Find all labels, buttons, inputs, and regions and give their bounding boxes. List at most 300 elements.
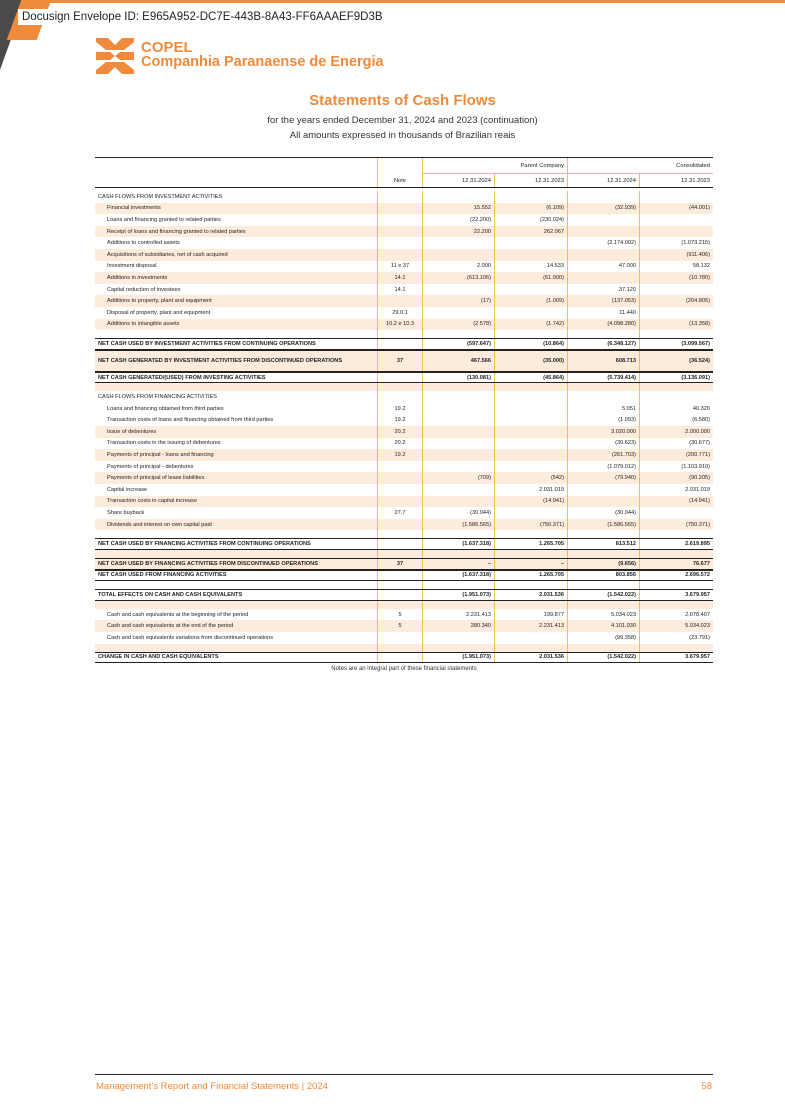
parent-2024 (423, 644, 495, 652)
row-label (95, 644, 378, 652)
table-row (95, 415, 713, 427)
row-label (95, 581, 378, 589)
parent-2024: (709) (423, 472, 495, 484)
table-row (95, 538, 713, 550)
table-body (95, 188, 713, 663)
consolidated-2023: 2.031.019 (685, 486, 710, 493)
consolidated-2023 (640, 391, 713, 403)
parent-2023 (495, 391, 568, 403)
subtitle-period: for the years ended December 31, 2024 and 2023 (continuation) (267, 115, 538, 126)
parent-2024 (423, 484, 495, 496)
row-note (378, 339, 423, 349)
table-row (95, 284, 713, 296)
parent-2024: (30.044) (423, 507, 495, 519)
parent-2023 (495, 284, 568, 296)
row-note: 20.2 (378, 438, 423, 450)
header-consolidated: Consolidated (568, 158, 713, 174)
consolidated-2024: 47.000 (568, 261, 640, 273)
parent-2024: (22.200) (423, 214, 495, 226)
row-label: Capital increase (95, 484, 378, 496)
consolidated-2024: 3.020.000 (568, 426, 640, 438)
parent-2024: (613.106) (423, 272, 495, 284)
consolidated-2024: (1.093) (568, 415, 640, 427)
consolidated-2024: (32.939) (568, 203, 640, 215)
consolidated-2024 (568, 484, 640, 496)
table-row (95, 338, 713, 350)
row-label (95, 550, 378, 558)
page-number: 58 (701, 1081, 712, 1092)
table-row (95, 237, 713, 249)
parent-2023: – (495, 559, 568, 569)
consolidated-2024: 813.512 (568, 539, 640, 549)
table-row (95, 652, 713, 664)
consolidated-2023: (3.099.567) (681, 340, 710, 347)
consolidated-2023 (640, 191, 713, 203)
consolidated-2024 (568, 601, 640, 609)
table-row (95, 295, 713, 307)
consolidated-2024: 4.101.030 (568, 620, 640, 632)
row-label: Dividends and interest on own capital paid (95, 519, 378, 531)
parent-2024 (423, 403, 495, 415)
parent-2023: 262.067 (495, 226, 568, 238)
row-label: TOTAL EFFECTS ON CASH AND CASH EQUIVALENTS (95, 590, 378, 600)
row-label: CASH FLOWS FROM FINANCING ACTIVITIES (95, 391, 378, 403)
spacer-row (95, 644, 713, 652)
consolidated-2023: (6.580) (692, 417, 710, 424)
row-note (378, 373, 423, 383)
row-note: 37 (378, 351, 423, 371)
parent-2023: (10.864) (495, 339, 568, 349)
header-col: 12.31.2024 (568, 174, 640, 187)
row-note: 5 (378, 609, 423, 621)
parent-2023 (495, 581, 568, 589)
cash-flow-table (95, 157, 713, 663)
parent-2023 (495, 461, 568, 473)
consolidated-2024 (568, 644, 640, 652)
row-note: 20.2 (378, 426, 423, 438)
parent-2023: 199.877 (495, 609, 568, 621)
parent-2023: 2.031.536 (495, 590, 568, 600)
parent-2023 (495, 601, 568, 609)
row-label: Acquisitions of subsidiaries, net of cash acquired (95, 249, 378, 261)
parent-2024 (423, 461, 495, 473)
consolidated-2023 (640, 383, 713, 391)
table-row (95, 449, 713, 461)
consolidated-2024: (1.542.022) (568, 653, 640, 663)
row-label: Additions to property, plant and equipment (95, 295, 378, 307)
consolidated-2024: 11.440 (568, 307, 640, 319)
row-note: 27.7 (378, 507, 423, 519)
consolidated-2024 (568, 496, 640, 508)
subtitle-units: All amounts expressed in thousands of Brazilian reais (289, 130, 516, 141)
consolidated-2023: 76.677 (692, 560, 710, 567)
row-note: 14.1 (378, 284, 423, 296)
consolidated-2024 (568, 383, 640, 391)
parent-2023 (495, 550, 568, 558)
parent-2024: 2.231.413 (423, 609, 495, 621)
row-label: Transaction costs in capital increase (95, 496, 378, 508)
consolidated-2024: (5.739.414) (568, 373, 640, 383)
consolidated-2023: (10.780) (689, 274, 710, 281)
row-label: Financial investments (95, 203, 378, 215)
brand-full: Companhia Paranaense de Energia (141, 54, 384, 70)
consolidated-2023: (30.677) (689, 440, 710, 447)
row-note (378, 644, 423, 652)
top-accent-bar (0, 0, 785, 3)
row-note (378, 590, 423, 600)
parent-2024: (1.637.318) (423, 571, 495, 581)
consolidated-2023: (3.136.091) (681, 374, 710, 381)
row-note: 14.1 (378, 272, 423, 284)
consolidated-2023 (640, 550, 713, 558)
spacer-row (95, 550, 713, 558)
parent-2023: (1.009) (495, 295, 568, 307)
row-label: Additions in investments (95, 272, 378, 284)
consolidated-2024: (2.174.002) (568, 237, 640, 249)
consolidated-2024: (30.044) (568, 507, 640, 519)
parent-2024: (17) (423, 295, 495, 307)
consolidated-2023: (44.001) (689, 205, 710, 212)
row-label: Cash and cash equivalents at the beginning of the period (95, 609, 378, 621)
consolidated-2024 (568, 530, 640, 538)
consolidated-2023 (640, 307, 713, 319)
parent-2023 (495, 438, 568, 450)
row-label: Transaction costs in the issuing of debentures (95, 438, 378, 450)
table-row (95, 214, 713, 226)
header-col: 12.31.2024 (423, 174, 495, 187)
parent-2024 (423, 426, 495, 438)
row-note: 37 (378, 559, 423, 569)
parent-2024: (597.647) (423, 339, 495, 349)
consolidated-2023 (640, 214, 713, 226)
row-note (378, 601, 423, 609)
section-header-row (95, 191, 713, 203)
row-note: 11 e 37 (378, 261, 423, 273)
consolidated-2023: (14.941) (689, 498, 710, 505)
row-label: NET CASH USED BY INVESTMENT ACTIVITIES FROM CONTINUING OPERATIONS (95, 339, 378, 349)
parent-2023 (495, 449, 568, 461)
parent-2024 (423, 449, 495, 461)
consolidated-2024: 37.120 (568, 284, 640, 296)
row-note (378, 539, 423, 549)
consolidated-2023: (204.805) (686, 298, 710, 305)
row-note (378, 295, 423, 307)
table-row (95, 484, 713, 496)
table-row (95, 426, 713, 438)
footer-report-title: Management's Report and Financial Statements | 2024 (96, 1081, 328, 1092)
consolidated-2024 (568, 214, 640, 226)
parent-2023 (495, 403, 568, 415)
consolidated-2024: 608.713 (568, 351, 640, 371)
row-note (378, 484, 423, 496)
row-label (95, 383, 378, 391)
row-note: 19.2 (378, 403, 423, 415)
consolidated-2024: 5.051 (568, 403, 640, 415)
row-label: Capital reduction of investees (95, 284, 378, 296)
consolidated-2024: (9.656) (568, 559, 640, 569)
parent-2023: (14.941) (495, 496, 568, 508)
parent-2023 (495, 644, 568, 652)
parent-2024 (423, 530, 495, 538)
row-label: Cash and cash equivalents at the end of the period (95, 620, 378, 632)
consolidated-2023 (640, 226, 713, 238)
parent-2024 (423, 415, 495, 427)
row-label: Payments of principal - debentures (95, 461, 378, 473)
row-note (378, 571, 423, 581)
parent-2023 (495, 307, 568, 319)
row-label: Issue of debentures (95, 426, 378, 438)
table-row (95, 472, 713, 484)
consolidated-2023 (640, 284, 713, 296)
consolidated-2023: 58.132 (692, 263, 710, 270)
parent-2024: 467.566 (423, 351, 495, 371)
parent-2024 (423, 237, 495, 249)
parent-2024: (1.951.073) (423, 590, 495, 600)
parent-2023: 2.231.413 (495, 620, 568, 632)
row-note (378, 249, 423, 261)
consolidated-2023: (750.371) (686, 521, 710, 528)
row-label: CASH FLOWS FROM INVESTMENT ACTIVITIES (95, 191, 378, 203)
consolidated-2024: 5.034.023 (568, 609, 640, 621)
row-label: Additions to intangible assets (95, 319, 378, 331)
row-note: 29.0.1 (378, 307, 423, 319)
parent-2023 (495, 191, 568, 203)
parent-2023: 1.265.705 (495, 571, 568, 581)
parent-2024: (2.578) (423, 319, 495, 331)
consolidated-2023: 5.034.023 (685, 623, 710, 630)
consolidated-2023: 2.696.572 (685, 572, 710, 579)
parent-2024: (130.081) (423, 373, 495, 383)
row-label: Transaction costs of loans and financing obtained from third parties (95, 415, 378, 427)
consolidated-2024: (4.098.280) (568, 319, 640, 331)
row-note (378, 496, 423, 508)
row-note (378, 203, 423, 215)
table-row (95, 319, 713, 331)
parent-2023: (6.109) (495, 203, 568, 215)
row-label: Receipt of loans and financing granted to related parties (95, 226, 378, 238)
row-note (378, 191, 423, 203)
parent-2024 (423, 581, 495, 589)
parent-2024 (423, 601, 495, 609)
parent-2023: (45.864) (495, 373, 568, 383)
table-row (95, 403, 713, 415)
spacer-row (95, 581, 713, 589)
row-label: Loans and financing granted to related parties (95, 214, 378, 226)
table-row (95, 226, 713, 238)
row-label: NET CASH GENERATED BY INVESTMENT ACTIVITIES FROM DISCONTINUED OPERATIONS (95, 351, 378, 371)
table-row (95, 570, 713, 582)
row-note (378, 226, 423, 238)
parent-2023: (750.371) (495, 519, 568, 531)
consolidated-2023: (1.103.910) (681, 463, 710, 470)
row-label: NET CASH GENERATED/(USED) FROM INVESTING ACTIVITIES (95, 373, 378, 383)
table-row (95, 519, 713, 531)
consolidated-2023 (640, 530, 713, 538)
parent-2024: 280.340 (423, 620, 495, 632)
consolidated-2023: (36.524) (689, 357, 710, 364)
row-note (378, 632, 423, 644)
table-row (95, 350, 713, 372)
header-col: 12.31.2023 (495, 174, 568, 187)
consolidated-2023: 40.320 (692, 405, 710, 412)
row-note (378, 214, 423, 226)
row-note (378, 330, 423, 338)
consolidated-2024: (1.586.565) (568, 519, 640, 531)
consolidated-2024: (1.542.022) (568, 590, 640, 600)
brand-name (141, 40, 384, 70)
parent-2023: 1.265.705 (495, 539, 568, 549)
parent-2023 (495, 530, 568, 538)
table-header-columns (95, 174, 713, 188)
row-note (378, 653, 423, 663)
parent-2024: (1.637.318) (423, 539, 495, 549)
row-label: Additions to controlled assets (95, 237, 378, 249)
consolidated-2023: 3.679.957 (685, 592, 710, 599)
consolidated-2023: (911.406) (686, 251, 710, 258)
parent-2023: 14.533 (495, 261, 568, 273)
row-label: NET CASH USED FROM FINANCING ACTIVITIES (95, 571, 378, 581)
parent-2023 (495, 426, 568, 438)
docusign-envelope-id: Docusign Envelope ID: E965A952-DC7E-443B-8A43-FF6AAAEF9D3B (18, 9, 387, 25)
parent-2023 (495, 415, 568, 427)
parent-2023: (542) (495, 472, 568, 484)
row-note (378, 472, 423, 484)
consolidated-2023: (13.358) (689, 321, 710, 328)
parent-2024 (423, 438, 495, 450)
consolidated-2023: (200.771) (686, 452, 710, 459)
consolidated-2023: (23.791) (689, 634, 710, 641)
row-label: Investment disposal (95, 261, 378, 273)
parent-2024 (423, 307, 495, 319)
parent-2023: (230.024) (495, 214, 568, 226)
copel-logo-icon (96, 38, 134, 74)
row-note: 19.2 (378, 415, 423, 427)
parent-2024 (423, 550, 495, 558)
parent-2024 (423, 284, 495, 296)
row-label: Cash and cash equivalents variations from discontinued operations (95, 632, 378, 644)
parent-2023: 2.031.019 (495, 484, 568, 496)
parent-2024 (423, 383, 495, 391)
row-note: 19.2 (378, 449, 423, 461)
row-note (378, 519, 423, 531)
consolidated-2023: (1.073.215) (681, 240, 710, 247)
row-label (95, 601, 378, 609)
consolidated-2023: 3.679.957 (685, 654, 710, 661)
table-header-groups (95, 158, 713, 174)
parent-2024 (423, 249, 495, 261)
parent-2024: (1.951.073) (423, 653, 495, 663)
spacer-row (95, 601, 713, 609)
parent-2023 (495, 507, 568, 519)
consolidated-2024 (568, 226, 640, 238)
header-col: 12.31.2023 (680, 177, 710, 184)
consolidated-2023: 2.000.000 (685, 428, 710, 435)
row-note (378, 581, 423, 589)
row-label: Share buyback (95, 507, 378, 519)
parent-2023 (495, 249, 568, 261)
row-label: NET CASH USED BY FINANCING ACTIVITIES FROM DISCONTINUED OPERATIONS (95, 559, 378, 569)
parent-2023 (495, 632, 568, 644)
table-row (95, 272, 713, 284)
parent-2024: 2.000 (423, 261, 495, 273)
row-label: Disposal of property, plant and equipment (95, 307, 378, 319)
spacer-row (95, 383, 713, 391)
consolidated-2024: (137.053) (568, 295, 640, 307)
row-label: CHANGE IN CASH AND CASH EQUIVALENTS (95, 653, 378, 663)
consolidated-2023 (640, 644, 713, 652)
consolidated-2024 (568, 272, 640, 284)
table-row (95, 372, 713, 384)
parent-2023: 2.031.536 (495, 653, 568, 663)
table-row (95, 589, 713, 601)
footer-divider (95, 1074, 713, 1075)
header-note: Note (378, 174, 423, 187)
parent-2024 (423, 496, 495, 508)
row-note (378, 237, 423, 249)
parent-2024: 22.200 (423, 226, 495, 238)
parent-2023: (1.742) (495, 319, 568, 331)
consolidated-2024: (261.703) (568, 449, 640, 461)
consolidated-2024: (6.348.127) (568, 339, 640, 349)
consolidated-2024: (30.623) (568, 438, 640, 450)
table-row (95, 507, 713, 519)
consolidated-2023: 2.619.895 (685, 541, 710, 548)
consolidated-2024: 803.856 (568, 571, 640, 581)
consolidated-2023 (640, 601, 713, 609)
consolidated-2024: (99.358) (568, 632, 640, 644)
row-note (378, 530, 423, 538)
consolidated-2024 (568, 550, 640, 558)
spacer-row (95, 530, 713, 538)
parent-2023 (495, 383, 568, 391)
row-label: Payments of principal of lease liabilities (95, 472, 378, 484)
notes-disclaimer: Notes are an integral part of these financial statements (331, 666, 477, 672)
parent-2023: (61.900) (495, 272, 568, 284)
row-label: NET CASH USED BY FINANCING ACTIVITIES FROM CONTINUING OPERATIONS (95, 539, 378, 549)
table-row (95, 632, 713, 644)
table-row (95, 261, 713, 273)
spacer-row (95, 330, 713, 338)
row-label (95, 530, 378, 538)
consolidated-2024: (79.940) (568, 472, 640, 484)
parent-2023: (35.000) (495, 351, 568, 371)
row-note (378, 550, 423, 558)
table-row (95, 249, 713, 261)
table-row (95, 620, 713, 632)
consolidated-2023: 2.078.407 (685, 611, 710, 618)
consolidated-2024 (568, 330, 640, 338)
consolidated-2024 (568, 391, 640, 403)
consolidated-2024 (568, 581, 640, 589)
header-parent-company: Parent Company (423, 158, 568, 174)
row-label: Payments of principal - loans and financing (95, 449, 378, 461)
row-label (95, 330, 378, 338)
table-row (95, 558, 713, 570)
section-header-row (95, 391, 713, 403)
table-row (95, 307, 713, 319)
page-title: Statements of Cash Flows (309, 92, 496, 109)
consolidated-2024 (568, 249, 640, 261)
consolidated-2024: (1.079.012) (568, 461, 640, 473)
row-label: Loans and financing obtained from third parties (95, 403, 378, 415)
row-note: 5 (378, 620, 423, 632)
parent-2024: – (423, 559, 495, 569)
table-row (95, 461, 713, 473)
table-row (95, 438, 713, 450)
row-note (378, 391, 423, 403)
row-note (378, 461, 423, 473)
parent-2024 (423, 191, 495, 203)
